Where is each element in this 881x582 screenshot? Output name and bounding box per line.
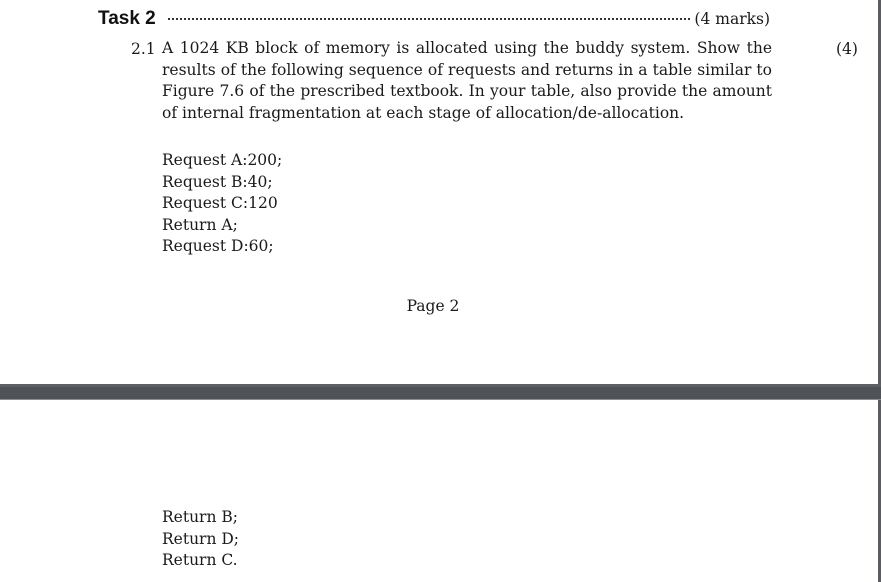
question-marks: (4) xyxy=(836,40,858,58)
task-heading xyxy=(98,8,770,32)
task-marks: (4 marks) xyxy=(694,10,770,28)
sequence-item: Return B; xyxy=(162,508,238,526)
request-sequence-list xyxy=(162,150,282,258)
document-page-3 xyxy=(0,400,881,582)
request-sequence-list-continued xyxy=(162,507,239,572)
sequence-item: Request B:40; xyxy=(162,172,273,191)
sequence-item: Request C:120 xyxy=(162,194,278,212)
question-text: A 1024 KB block of memory is allocated using the buddy system. Show the results of the following sequence of requests and returns in a table similar to Figure 7.6 of the prescribed textbook. In your table, also provide the amount of internal fragmentation at each stage of allocation/de-allocation. xyxy=(162,39,772,122)
sequence-item: Return D; xyxy=(162,529,240,548)
dotted-leader xyxy=(168,18,691,20)
sequence-item: Return C. xyxy=(162,551,238,569)
sequence-item: Request D:60; xyxy=(162,237,274,255)
page-number: Page 2 xyxy=(406,297,460,315)
page-separator xyxy=(0,384,881,400)
sequence-item: Return A; xyxy=(162,215,238,234)
sequence-item: Request A:200; xyxy=(162,151,283,169)
task-title: Task 2 xyxy=(98,8,156,29)
question-number: 2.1 xyxy=(131,40,156,58)
